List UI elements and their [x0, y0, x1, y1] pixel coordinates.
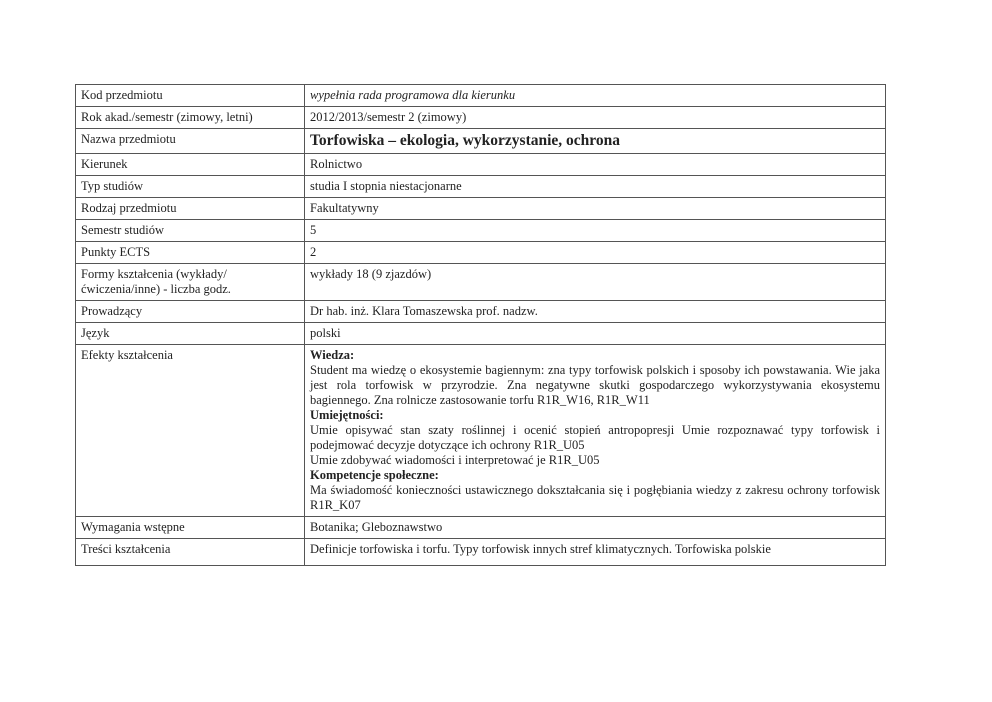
kompetencje-heading: Kompetencje społeczne:: [310, 468, 439, 482]
row-value: studia I stopnia niestacjonarne: [305, 176, 886, 198]
row-label: Wymagania wstępne: [76, 517, 305, 539]
row-value: Fakultatywny: [305, 198, 886, 220]
row-label: Język: [76, 323, 305, 345]
row-label: Rok akad./semestr (zimowy, letni): [76, 107, 305, 129]
table-row: [76, 198, 886, 220]
row-value: Rolnictwo: [305, 154, 886, 176]
tresci-text: Definicje torfowiska i torfu. Typy torfowisk innych stref klimatycznych. Torfowiska polskie: [310, 542, 771, 556]
table-row: [76, 345, 886, 517]
umiejetnosci-text-1: Umie opisywać stan szaty roślinnej i ocenić stopień antropopresji Umie rozpoznawać typy torfowisk i podejmować decyzje dotyczące ich ochrony R1R_U05: [310, 423, 880, 452]
row-label: Rodzaj przedmiotu: [76, 198, 305, 220]
umiejetnosci-text-2: Umie zdobywać wiadomości i interpretować je R1R_U05: [310, 453, 600, 467]
kompetencje-text: Ma świadomość konieczności ustawicznego dokształcania się i pogłębiania wiedzy z zakresu ochrony torfowisk R1R_K07: [310, 483, 880, 512]
row-value: Dr hab. inż. Klara Tomaszewska prof. nadzw.: [305, 301, 886, 323]
row-label: Punkty ECTS: [76, 242, 305, 264]
table-row: [76, 129, 886, 154]
table-row: [76, 220, 886, 242]
table-row: [76, 264, 886, 301]
row-value: wypełnia rada programowa dla kierunku: [305, 85, 886, 107]
row-label: Typ studiów: [76, 176, 305, 198]
row-label: Formy kształcenia (wykłady/ćwiczenia/inne) - liczba godz.: [76, 264, 305, 301]
table-row: [76, 85, 886, 107]
row-value: 5: [305, 220, 886, 242]
row-label: Nazwa przedmiotu: [76, 129, 305, 154]
syllabus-table: [75, 84, 886, 566]
row-value: wykłady 18 (9 zjazdów): [305, 264, 886, 301]
table-row: [76, 176, 886, 198]
table-row: [76, 107, 886, 129]
row-label: Treści kształcenia: [76, 539, 305, 566]
table-row: [76, 517, 886, 539]
table-row: [76, 242, 886, 264]
row-value: 2: [305, 242, 886, 264]
wiedza-text: Student ma wiedzę o ekosystemie bagiennym: zna typy torfowisk polskich i sposoby ich powstawania. Wie jaka jest rola torfowisk w przyrodzie. Zna negatywne skutki gospodarczego wykorzystywania ekosystemu bagiennego. Zna rolnicze zastosowanie torfu R1R_W16, R1R_W11: [310, 363, 880, 407]
table-row: [76, 323, 886, 345]
row-value: [305, 539, 886, 566]
row-label: Efekty kształcenia: [76, 345, 305, 517]
wiedza-heading: Wiedza:: [310, 348, 355, 362]
course-syllabus: [75, 84, 886, 566]
umiejetnosci-heading: Umiejętności:: [310, 408, 384, 422]
row-value: Botanika; Gleboznawstwo: [305, 517, 886, 539]
row-value: 2012/2013/semestr 2 (zimowy): [305, 107, 886, 129]
row-label: Kod przedmiotu: [76, 85, 305, 107]
table-row: [76, 539, 886, 566]
row-value: polski: [305, 323, 886, 345]
row-label: Semestr studiów: [76, 220, 305, 242]
row-label: Kierunek: [76, 154, 305, 176]
learning-outcomes: [305, 345, 886, 517]
table-row: [76, 301, 886, 323]
table-row: [76, 154, 886, 176]
course-title: Torfowiska – ekologia, wykorzystanie, ochrona: [305, 129, 886, 154]
row-label: Prowadzący: [76, 301, 305, 323]
